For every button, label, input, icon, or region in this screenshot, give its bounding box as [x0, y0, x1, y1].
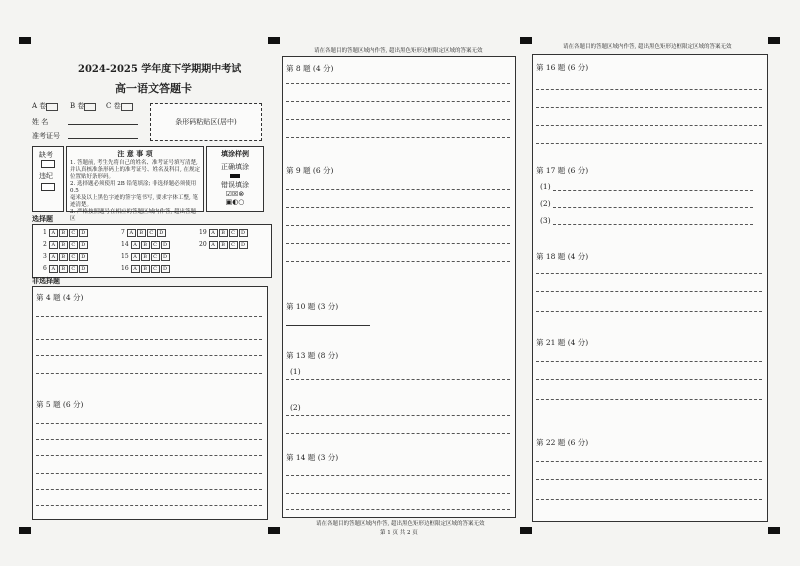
exam-title: 2024-2025 学年度下学期期中考试: [78, 64, 242, 75]
note-line: 并认真核准条形码上的准考证号、姓名及科目, 在规定: [70, 167, 200, 173]
notes-list: [67, 159, 203, 224]
answer-line[interactable]: [286, 325, 370, 326]
paper-type-b[interactable]: B 卷: [70, 101, 97, 111]
timing-mark: [19, 527, 31, 534]
answer-line[interactable]: [36, 473, 262, 474]
answer-line[interactable]: [286, 379, 510, 380]
answer-line[interactable]: [536, 479, 762, 480]
answer-line[interactable]: [286, 509, 510, 510]
answer-line[interactable]: [36, 423, 262, 424]
answer-line[interactable]: [286, 243, 510, 244]
answer-line[interactable]: [536, 361, 762, 362]
id-label: 准考证号: [32, 132, 60, 140]
answer-line[interactable]: [286, 225, 510, 226]
note-line: 1. 答题前, 考生先将自己的姓名、准考证号填写清楚,: [70, 160, 198, 166]
question-17-label: 第 17 题 (6 分): [536, 166, 589, 175]
answer-line[interactable]: [286, 137, 510, 138]
mc-row[interactable]: 2 A B C D: [43, 241, 89, 249]
warning-bottom: 请在各题目的答题区域内作答, 超出黑色矩形边框限定区域的答案无效: [316, 521, 485, 527]
answer-line[interactable]: [536, 107, 762, 108]
question-13-part-1: (1): [290, 367, 301, 376]
question-10-label: 第 10 题 (3 分): [286, 302, 339, 311]
fill-sample-box: [206, 146, 264, 212]
answer-line[interactable]: [36, 505, 262, 506]
answer-line[interactable]: [553, 224, 753, 225]
answer-line[interactable]: [286, 189, 510, 190]
answer-line[interactable]: [286, 119, 510, 120]
mc-heading: 选择题: [32, 214, 53, 223]
answer-line[interactable]: [286, 415, 510, 416]
mc-row[interactable]: 7 A B C D: [121, 229, 167, 237]
answer-area-col3: [532, 54, 768, 522]
answer-line[interactable]: [286, 207, 510, 208]
notes-heading: 注 意 事 项: [117, 149, 153, 158]
wrong-fill-label: 错误填涂: [221, 181, 249, 189]
answer-line[interactable]: [286, 261, 510, 262]
answer-area-col1: [32, 286, 268, 520]
absent-box: [32, 146, 64, 212]
answer-line[interactable]: [36, 355, 262, 356]
timing-mark: [520, 527, 532, 534]
note-line: 迹清楚。: [70, 202, 93, 208]
question-8-label: 第 8 题 (4 分): [286, 64, 334, 73]
timing-mark: [520, 37, 532, 44]
question-13-label: 第 13 题 (8 分): [286, 351, 339, 360]
answer-card-title: 高一语文答题卡: [115, 82, 192, 95]
question-22-label: 第 22 题 (6 分): [536, 438, 589, 447]
timing-mark: [268, 37, 280, 44]
answer-line[interactable]: [536, 291, 762, 292]
notes-box: [66, 146, 204, 222]
timing-mark: [768, 37, 780, 44]
answer-line[interactable]: [536, 89, 762, 90]
non-mc-heading: 非选择题: [32, 276, 60, 285]
answer-line[interactable]: [36, 316, 262, 317]
answer-line[interactable]: [536, 461, 762, 462]
question-4-label: 第 4 题 (4 分): [36, 293, 84, 302]
discipline-label: 违纪: [39, 172, 53, 180]
answer-line[interactable]: [536, 125, 762, 126]
barcode-label: 条形码粘贴区(居中): [175, 118, 237, 126]
paper-type-c[interactable]: C 卷: [106, 101, 134, 111]
mc-row[interactable]: 19 A B C D: [199, 229, 249, 237]
answer-line[interactable]: [286, 433, 510, 434]
mc-row[interactable]: 3 A B C D: [43, 253, 89, 261]
answer-line[interactable]: [536, 143, 762, 144]
discipline-checkbox[interactable]: [41, 183, 55, 191]
correct-fill-mark: [230, 174, 240, 178]
answer-line[interactable]: [536, 379, 762, 380]
correct-fill-label: 正确填涂: [221, 163, 249, 171]
question-9-label: 第 9 题 (6 分): [286, 166, 334, 175]
answer-line[interactable]: [553, 190, 753, 191]
answer-line[interactable]: [553, 207, 753, 208]
answer-line[interactable]: [36, 373, 262, 374]
answer-line[interactable]: [286, 493, 510, 494]
warning-top-col3: 请在各题目的答题区域内作答, 超出黑色矩形边框限定区域的答案无效: [563, 44, 732, 50]
paper-type-a[interactable]: A 卷: [32, 101, 59, 111]
mc-row[interactable]: 1 A B C D: [43, 229, 89, 237]
note-line: 毫米及以上黑色字迹的签字笔书写, 要求字体工整, 笔: [70, 195, 198, 201]
question-5-label: 第 5 题 (6 分): [36, 400, 84, 409]
note-line: 3. 严格按照题号在相应的答题区域内作答, 超出答题区: [70, 209, 196, 222]
answer-line[interactable]: [536, 273, 762, 274]
answer-line[interactable]: [536, 499, 762, 500]
answer-line[interactable]: [286, 83, 510, 84]
fill-sample-heading: 填涂样例: [221, 149, 249, 158]
barcode-area: [150, 103, 262, 141]
wrong-fill-marks: ☑☒⊗ ▣◐○: [225, 190, 245, 206]
name-field[interactable]: [68, 124, 138, 125]
timing-mark: [768, 527, 780, 534]
mc-row[interactable]: 16 A B C D: [121, 265, 171, 273]
page-number: 第 1 页 共 2 页: [380, 530, 418, 536]
answer-line[interactable]: [36, 489, 262, 490]
timing-mark: [268, 527, 280, 534]
question-14-label: 第 14 题 (3 分): [286, 453, 339, 462]
answer-line[interactable]: [286, 101, 510, 102]
absent-checkbox[interactable]: [41, 160, 55, 168]
mc-row[interactable]: 14 A B C D: [121, 241, 171, 249]
answer-line[interactable]: [36, 339, 262, 340]
answer-area-col2: [282, 56, 516, 518]
question-13-part-2: (2): [290, 403, 301, 412]
question-16-label: 第 16 题 (6 分): [536, 63, 589, 72]
absent-label: 缺考: [39, 151, 53, 159]
mc-row[interactable]: 20 A B C D: [199, 241, 249, 249]
answer-line[interactable]: [536, 311, 762, 312]
id-field[interactable]: [68, 138, 138, 139]
answer-line[interactable]: [36, 439, 262, 440]
name-label: 姓 名: [32, 118, 49, 126]
mc-area: [32, 224, 272, 278]
mc-row[interactable]: 6 A B C D: [43, 265, 89, 273]
answer-line[interactable]: [36, 455, 262, 456]
note-line: 位置贴好条形码。: [70, 174, 115, 180]
question-17-part-3: (3): [540, 216, 551, 225]
answer-line[interactable]: [536, 399, 762, 400]
question-18-label: 第 18 题 (4 分): [536, 252, 589, 261]
question-17-part-1: (1): [540, 182, 551, 191]
note-line: 2. 选择题必须使用 2B 铅笔填涂; 非选择题必须使用 0.5: [70, 181, 197, 194]
question-21-label: 第 21 题 (4 分): [536, 338, 589, 347]
timing-mark: [19, 37, 31, 44]
warning-top-col2: 请在各题目的答题区域内作答, 超出黑色矩形边框限定区域的答案无效: [314, 48, 483, 54]
answer-line[interactable]: [286, 475, 510, 476]
question-17-part-2: (2): [540, 199, 551, 208]
mc-row[interactable]: 15 A B C D: [121, 253, 171, 261]
